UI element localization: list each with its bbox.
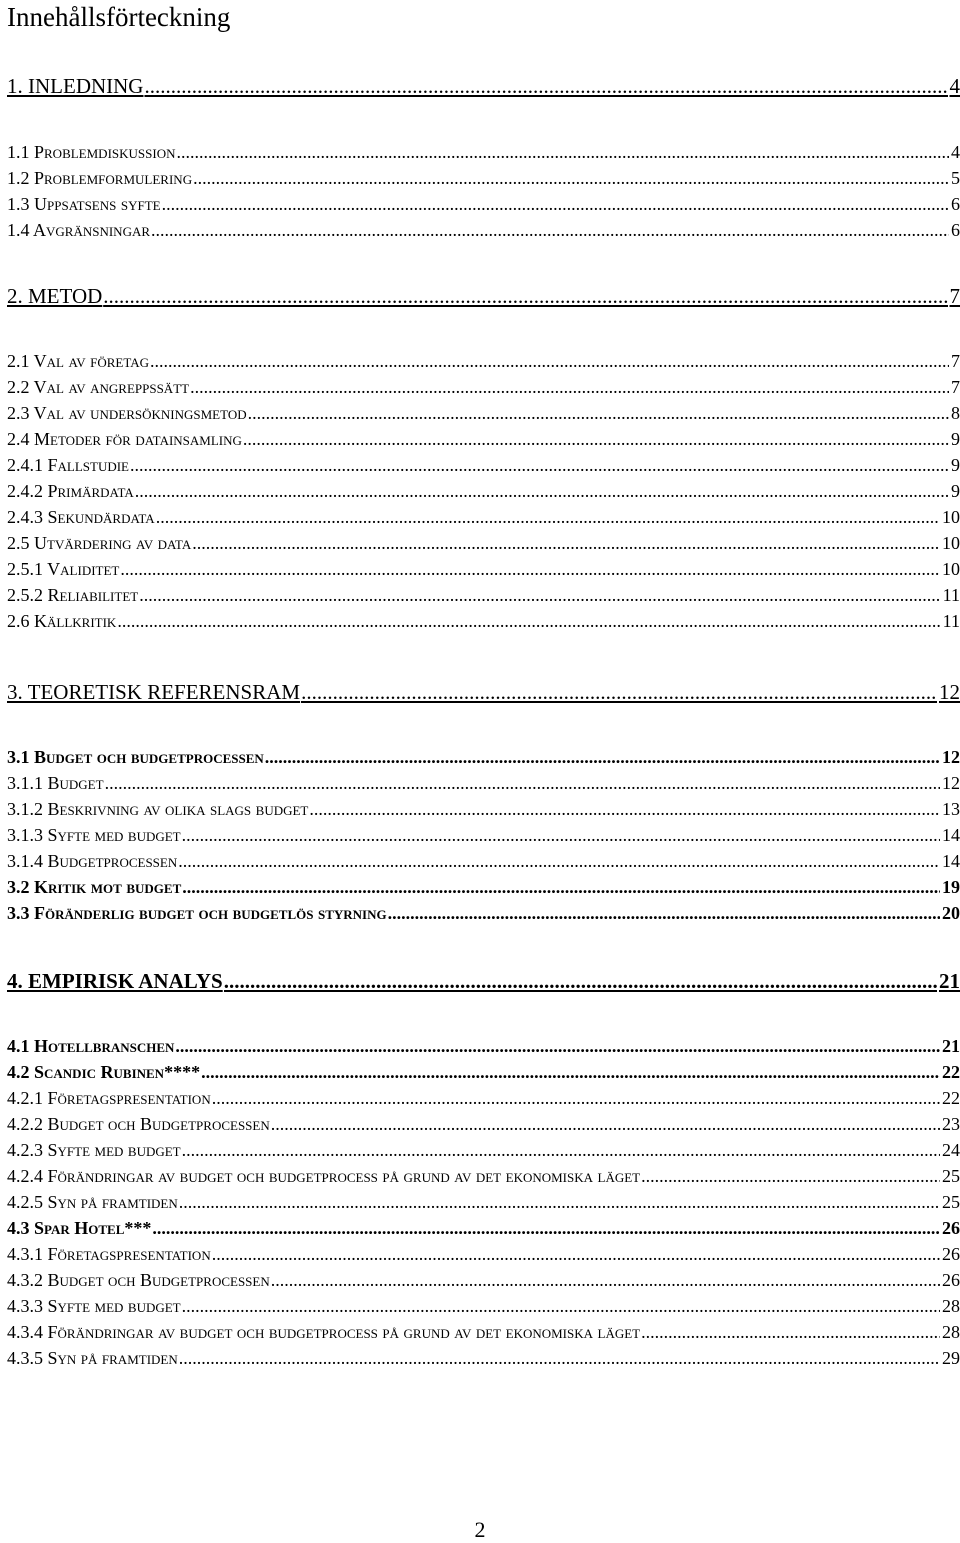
toc-entry-section[interactable] <box>7 610 960 632</box>
toc-entry-page: 13 <box>942 799 960 819</box>
toc-entry-text: 1.1 Problemdiskussion <box>7 142 176 162</box>
toc-entry-page: 12 <box>942 747 960 767</box>
toc-entry-page: 22 <box>942 1062 960 1082</box>
toc-entry-page: 12 <box>939 680 960 704</box>
toc-entry-text: 4.2.2 Budget och Budgetprocessen <box>7 1114 270 1134</box>
toc-entry-page: 28 <box>942 1296 960 1316</box>
toc-entry-page: 10 <box>942 559 960 579</box>
toc-entry-text: 2.1 Val av företag <box>7 351 150 371</box>
page-title: Innehållsförteckning <box>7 2 231 32</box>
toc-entry-text: 3.1.1 Budget <box>7 773 104 793</box>
toc-entry-page: 25 <box>942 1192 960 1212</box>
toc-entry-subsection[interactable] <box>7 824 960 846</box>
toc-entry-page: 29 <box>942 1348 960 1368</box>
toc-entry-page: 5 <box>951 168 960 188</box>
toc-entry-section[interactable] <box>7 350 960 372</box>
toc-entry-section[interactable] <box>7 532 960 554</box>
toc-entry-chapter[interactable] <box>7 73 960 99</box>
toc-entry-page: 10 <box>942 533 960 553</box>
toc-entry-page: 7 <box>949 284 960 308</box>
toc-entry-text: 2.4.1 Fallstudie <box>7 455 129 475</box>
toc-entry-text: 4.3.4 Förändringar av budget och budgetprocess på grund av det ekonomiska läget <box>7 1322 641 1342</box>
toc-entry-text: 4.2.1 Företagspresentation <box>7 1088 211 1108</box>
toc-entry-page: 19 <box>942 877 960 897</box>
toc-entry-text: 2.5 Utvärdering av data <box>7 533 192 553</box>
toc-entry-text: 3.1 Budget och budgetprocessen <box>7 747 264 767</box>
toc-leader <box>151 219 949 241</box>
toc-leader <box>271 1113 940 1135</box>
toc-entry-subsection[interactable] <box>7 1087 960 1109</box>
toc-entry-subsection[interactable] <box>7 1165 960 1187</box>
toc-leader <box>176 141 949 163</box>
toc-entry-text: 4.3.1 Företagspresentation <box>7 1244 211 1264</box>
toc-entry-chapter[interactable] <box>7 283 960 309</box>
toc-leader <box>192 532 940 554</box>
toc-leader <box>179 1191 940 1213</box>
toc-entry-page: 21 <box>942 1036 960 1056</box>
toc-leader <box>103 283 947 309</box>
toc-entry-text: 3.2 Kritik mot budget <box>7 877 182 897</box>
toc-entry-text: 4.2 Scandic Rubinen**** <box>7 1062 201 1082</box>
toc-leader <box>190 376 949 398</box>
toc-entry-section[interactable] <box>7 141 960 163</box>
toc-leader <box>175 1035 940 1057</box>
toc-leader <box>182 1295 940 1317</box>
toc-entry-text: 4.3.5 Syn på framtiden <box>7 1348 178 1368</box>
toc-leader <box>265 746 940 768</box>
toc-leader <box>309 798 940 820</box>
toc-entry-section[interactable] <box>7 167 960 189</box>
toc-entry-text: 3.1.2 Beskrivning av olika slags budget <box>7 799 309 819</box>
toc-entry-subsection[interactable] <box>7 772 960 794</box>
toc-leader <box>156 506 940 528</box>
toc-entry-page: 4 <box>949 74 960 98</box>
toc-entry-subsection[interactable] <box>7 1321 960 1343</box>
toc-entry-text: 2.2 Val av angreppssätt <box>7 377 190 397</box>
toc-entry-subsection[interactable] <box>7 1269 960 1291</box>
toc-entry-subsection[interactable] <box>7 558 960 580</box>
toc-leader <box>641 1165 940 1187</box>
toc-leader <box>271 1269 940 1291</box>
toc-entry-page: 20 <box>942 903 960 923</box>
toc-entry-page: 7 <box>951 351 960 371</box>
toc-leader <box>388 902 940 924</box>
toc-entry-subsection[interactable] <box>7 454 960 476</box>
toc-entry-text: 4.3.2 Budget och Budgetprocessen <box>7 1270 270 1290</box>
toc-entry-chapter[interactable] <box>7 679 960 705</box>
toc-entry-text: 2.5.2 Reliabilitet <box>7 585 139 605</box>
toc-entry-section[interactable] <box>7 902 960 924</box>
toc-entry-text: 4.2.3 Syfte med budget <box>7 1140 181 1160</box>
toc-entry-subsection[interactable] <box>7 798 960 820</box>
toc-leader <box>152 1217 940 1239</box>
toc-entry-text: 4.3.3 Syfte med budget <box>7 1296 181 1316</box>
toc-entry-section[interactable] <box>7 876 960 898</box>
toc-entry-page: 26 <box>942 1270 960 1290</box>
toc-entry-subsection[interactable] <box>7 584 960 606</box>
toc-entry-text: 2.4 Metoder för datainsamling <box>7 429 242 449</box>
toc-entry-section[interactable] <box>7 746 960 768</box>
toc-entry-section[interactable] <box>7 1061 960 1083</box>
toc-entry-text: 2. METOD <box>7 284 103 308</box>
toc-entry-page: 9 <box>951 429 960 449</box>
toc-entry-section[interactable] <box>7 219 960 241</box>
toc-leader <box>641 1321 940 1343</box>
toc-entry-page: 10 <box>942 507 960 527</box>
toc-entry-page: 26 <box>942 1244 960 1264</box>
toc-leader <box>243 428 949 450</box>
toc-entry-text: 4. EMPIRISK ANALYS <box>7 969 223 993</box>
toc-leader <box>139 584 940 606</box>
toc-entry-subsection[interactable] <box>7 480 960 502</box>
toc-entry-text: 4.1 Hotellbranschen <box>7 1036 175 1056</box>
toc-leader <box>117 610 940 632</box>
toc-entry-page: 4 <box>951 142 960 162</box>
toc-entry-text: 3.1.3 Syfte med budget <box>7 825 181 845</box>
toc-entry-text: 4.2.4 Förändringar av budget och budgetprocess på grund av det ekonomiska läget <box>7 1166 641 1186</box>
toc-entry-chapter[interactable] <box>7 968 960 994</box>
toc-entry-page: 25 <box>942 1166 960 1186</box>
toc-entry-page: 14 <box>942 825 960 845</box>
toc-entry-page: 24 <box>942 1140 960 1160</box>
toc-entry-page: 9 <box>951 455 960 475</box>
toc-entry-page: 6 <box>951 194 960 214</box>
toc-entry-page: 11 <box>942 585 960 605</box>
toc-entry-subsection[interactable] <box>7 1191 960 1213</box>
toc-entry-page: 23 <box>942 1114 960 1134</box>
toc-entry-text: 3.3 Föränderlig budget och budgetlös styrning <box>7 903 387 923</box>
toc-entry-subsection[interactable] <box>7 850 960 872</box>
toc-entry-page: 9 <box>951 481 960 501</box>
toc-entry-text: 1.3 Uppsatsens syfte <box>7 194 161 214</box>
toc-entry-subsection[interactable] <box>7 1139 960 1161</box>
toc-entry-text: 3.1.4 Budgetprocessen <box>7 851 178 871</box>
toc-leader <box>144 73 947 99</box>
toc-entry-text: 2.4.3 Sekundärdata <box>7 507 155 527</box>
toc-entry-subsection[interactable] <box>7 506 960 528</box>
toc-entry-page: 28 <box>942 1322 960 1342</box>
toc-leader <box>248 402 949 424</box>
toc-entry-section[interactable] <box>7 193 960 215</box>
toc-entry-page: 14 <box>942 851 960 871</box>
toc-leader <box>193 167 949 189</box>
toc-leader <box>150 350 949 372</box>
toc-entry-section[interactable] <box>7 428 960 450</box>
toc-leader <box>182 876 940 898</box>
toc-entry-page: 22 <box>942 1088 960 1108</box>
toc-entry-subsection[interactable] <box>7 1243 960 1265</box>
toc-entry-text: 1. INLEDNING <box>7 74 144 98</box>
toc-entry-text: 2.5.1 Validitet <box>7 559 120 579</box>
toc-entry-section[interactable] <box>7 402 960 424</box>
toc-entry-page: 6 <box>951 220 960 240</box>
toc-leader <box>178 850 940 872</box>
toc-entry-page: 12 <box>942 773 960 793</box>
toc-leader <box>179 1347 940 1369</box>
toc-entry-text: 1.4 Avgränsningar <box>7 220 151 240</box>
toc-entry-section[interactable] <box>7 1035 960 1057</box>
toc-entry-section[interactable] <box>7 1217 960 1239</box>
toc-leader <box>130 454 949 476</box>
toc-leader <box>182 824 940 846</box>
toc-entry-page: 7 <box>951 377 960 397</box>
toc-entry-text: 2.3 Val av undersökningsmetod <box>7 403 247 423</box>
toc-entry-text: 3. TEORETISK REFERENSRAM <box>7 680 301 704</box>
toc-leader <box>224 968 937 994</box>
toc-entry-text: 1.2 Problemformulering <box>7 168 193 188</box>
toc-entry-subsection[interactable] <box>7 1295 960 1317</box>
page-number: 2 <box>474 1517 486 1542</box>
toc-entry-page: 11 <box>942 611 960 631</box>
toc-entry-subsection[interactable] <box>7 1347 960 1369</box>
toc-leader <box>212 1087 940 1109</box>
toc-entry-text: 4.3 Spar Hotel*** <box>7 1218 152 1238</box>
toc-entry-text: 4.2.5 Syn på framtiden <box>7 1192 178 1212</box>
toc-entry-page: 8 <box>951 403 960 423</box>
toc-leader <box>182 1139 940 1161</box>
toc-leader <box>135 480 949 502</box>
toc-leader <box>105 772 940 794</box>
toc-leader <box>301 679 937 705</box>
toc-entry-section[interactable] <box>7 376 960 398</box>
toc-entry-subsection[interactable] <box>7 1113 960 1135</box>
toc-entry-page: 21 <box>939 969 960 993</box>
toc-leader <box>201 1061 940 1083</box>
toc-entry-text: 2.6 Källkritik <box>7 611 117 631</box>
toc-leader <box>120 558 940 580</box>
toc-leader <box>162 193 949 215</box>
toc-leader <box>212 1243 940 1265</box>
toc-entry-text: 2.4.2 Primärdata <box>7 481 134 501</box>
toc-entry-page: 26 <box>942 1218 960 1238</box>
